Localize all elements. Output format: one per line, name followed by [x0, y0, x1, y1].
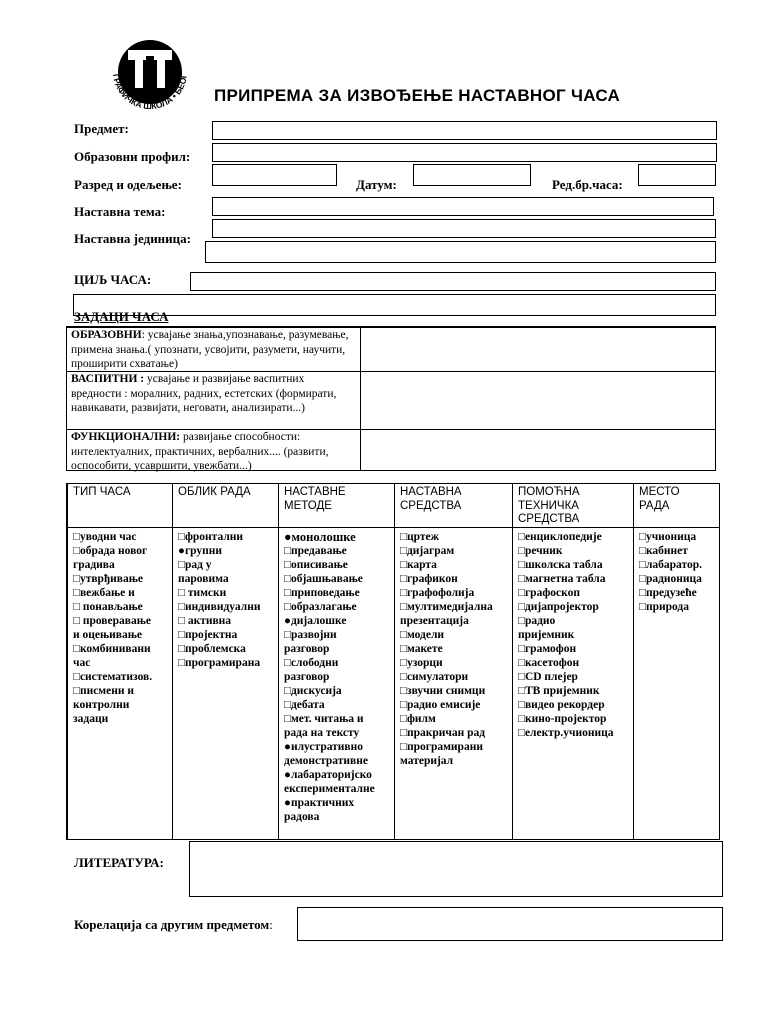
option-item[interactable]: □пројектна	[178, 629, 238, 641]
column-header: ОБЛИК РАДА	[178, 486, 251, 498]
datum-input[interactable]	[413, 164, 531, 186]
option-item[interactable]: □узорци	[400, 657, 443, 669]
option-item: контролни	[73, 699, 130, 711]
column-items	[518, 530, 614, 740]
option-item: градива	[73, 559, 115, 571]
zadaci-row-funkcionalni	[67, 429, 715, 471]
option-item[interactable]: ●монолошке	[284, 530, 356, 544]
option-item[interactable]: □систематизов.	[73, 671, 153, 683]
option-item[interactable]: □индивидуални	[178, 601, 261, 613]
option-item[interactable]: ●практичних	[284, 797, 355, 809]
option-item[interactable]: □грамофон	[518, 643, 577, 655]
column-header: НАСТАВНЕ МЕТОДЕ	[284, 486, 346, 512]
column-header: ТИП ЧАСА	[73, 486, 131, 498]
label-tema: Наставна тема:	[74, 204, 166, 219]
cilj-input-1[interactable]	[190, 272, 716, 291]
label-razred: Разред и одељење:	[74, 177, 182, 192]
zadaci-text	[71, 328, 357, 372]
option-item[interactable]: □енциклопедије	[518, 531, 602, 543]
option-item[interactable]: ●дијалошке	[284, 615, 347, 627]
option-item[interactable]: □CD плејер	[518, 671, 578, 683]
column-nastavna-sredstva	[394, 484, 512, 839]
zadaci-desc: развијање способности: интелектуалних, практичних, вербалних.... (развити, оспособити, усавршити, увежбати...)	[71, 431, 329, 472]
option-item[interactable]: □пракричан рад	[400, 727, 486, 739]
option-item[interactable]: □предузеће	[639, 587, 697, 599]
option-item[interactable]: □проблемска	[178, 643, 246, 655]
zadaci-desc: : усвајање знања,упознавање, разумевање, примена знања.( упознати, усвојити, разумети, научити, проширити схватање)	[71, 329, 349, 370]
option-item[interactable]: □радионица	[639, 573, 702, 585]
option-item[interactable]: □радио емисије	[400, 699, 481, 711]
option-item[interactable]: □комбинивани	[73, 643, 151, 655]
zadaci-desc: усвајање и развијање васпитних вредности : моралних, радних, естетских (формирати, навикавати, развијати, неговати, анализирати...)	[71, 373, 337, 414]
label-predmet: Предмет:	[74, 121, 129, 136]
option-item[interactable]: ●групни	[178, 545, 223, 557]
tema-input[interactable]	[212, 197, 714, 216]
option-item: експерименталне	[284, 783, 375, 795]
option-item[interactable]: □графоскоп	[518, 587, 580, 599]
option-item[interactable]: □макете	[400, 643, 443, 655]
option-item[interactable]: □описивање	[284, 559, 348, 571]
option-item: разговор	[284, 671, 330, 683]
jedinica-input-1[interactable]	[212, 219, 716, 238]
option-item: задаци	[73, 713, 109, 725]
page-title: ПРИПРЕМА ЗА ИЗВОЂЕЊЕ НАСТАВНОГ ЧАСА	[214, 86, 621, 105]
option-item[interactable]: □писмени и	[73, 685, 134, 697]
option-item[interactable]: □касетофон	[518, 657, 580, 669]
option-item[interactable]: □модели	[400, 629, 445, 641]
label-literatura: ЛИТЕРАТУРА:	[74, 855, 164, 870]
column-header: НАСТАВНА СРЕДСТВА	[400, 486, 462, 512]
option-item[interactable]: □цртеж	[400, 531, 439, 543]
option-item[interactable]: □видео рекордер	[518, 699, 605, 711]
option-item[interactable]: □дијаграм	[400, 545, 455, 557]
zadaci-text	[71, 372, 357, 416]
label-profil: Образовни профил:	[74, 149, 191, 164]
option-item: пријемник	[518, 629, 575, 641]
option-item[interactable]: □мет. читања и	[284, 713, 364, 725]
column-tehnicka-sredstva	[512, 484, 633, 839]
option-item[interactable]: □рад у	[178, 559, 212, 571]
logo-ring-text: ГРАФИЧКА ШКОЛА • БЕОГ	[111, 72, 190, 112]
option-item[interactable]: □фронтални	[178, 531, 244, 543]
label-jedinica: Наставна јединица:	[74, 231, 191, 246]
zadaci-bold: ВАСПИТНИ :	[71, 373, 145, 385]
option-item[interactable]: □предавање	[284, 545, 347, 557]
option-item[interactable]: □ проверавање	[73, 615, 151, 627]
option-item[interactable]: □речник	[518, 545, 563, 557]
option-item[interactable]: □карта	[400, 559, 437, 571]
option-item[interactable]: □мултимедијална	[400, 601, 493, 613]
option-item[interactable]: □лабаратор.	[639, 559, 703, 571]
option-item[interactable]: □природа	[639, 601, 689, 613]
zadaci-row-vaspitni	[67, 371, 715, 429]
option-item[interactable]: □програмирана	[178, 657, 261, 669]
option-item[interactable]: □дебата	[284, 699, 325, 711]
option-item: радова	[284, 811, 320, 823]
option-item[interactable]: □програмирани	[400, 741, 483, 753]
column-header: ПОМОЋНА ТЕХНИЧКА СРЕДСТВА	[518, 486, 580, 525]
option-item[interactable]: ●илустративно	[284, 741, 364, 753]
column-header: МЕСТО РАДА	[639, 486, 680, 512]
option-item: демонстративне	[284, 755, 368, 767]
korelacija-text: Корелација са другим предметом	[74, 917, 270, 932]
option-item[interactable]: □приповедање	[284, 587, 360, 599]
column-items	[73, 530, 152, 726]
option-item: паровима	[178, 573, 229, 585]
option-item[interactable]: □уводни час	[73, 531, 137, 543]
zadaci-table	[66, 326, 716, 471]
label-cilj: ЦИЉ ЧАСА:	[74, 272, 152, 287]
option-item: и оцењивање	[73, 629, 142, 641]
option-item[interactable]: ●лабараторијско	[284, 769, 372, 781]
option-item[interactable]: □графофолија	[400, 587, 475, 599]
zadaci-bold: ФУНКЦИОНАЛНИ:	[71, 431, 181, 443]
label-korelacija: Корелација са другим предметом:	[74, 917, 273, 932]
option-item[interactable]: □филм	[400, 713, 436, 725]
option-item[interactable]: □симулатори	[400, 671, 469, 683]
lesson-table	[66, 483, 720, 840]
profil-input[interactable]	[212, 143, 717, 162]
zadaci-heading: ЗАДАЦИ ЧАСА	[74, 309, 169, 324]
option-item[interactable]: □вежбање и	[73, 587, 135, 599]
predmet-input[interactable]	[212, 121, 717, 140]
razred-input[interactable]	[212, 164, 337, 186]
option-item[interactable]: □кабинет	[639, 545, 688, 557]
label-redbr: Ред.бр.часа:	[552, 177, 623, 192]
option-item[interactable]: □ понављање	[73, 601, 143, 613]
option-item[interactable]: □кино-пројектор	[518, 713, 607, 725]
column-nastavne-metode	[278, 484, 394, 839]
korelacija-input[interactable]	[297, 907, 723, 941]
column-items	[178, 530, 260, 670]
option-item[interactable]: □обрада новог	[73, 545, 148, 557]
option-item[interactable]: □електр.учионица	[518, 727, 614, 739]
option-item[interactable]: □ тимски	[178, 587, 227, 599]
zadaci-bold: ОБРАЗОВНИ	[71, 329, 142, 341]
option-item[interactable]: □магнетна табла	[518, 573, 606, 585]
option-item: разговор	[284, 643, 330, 655]
option-item[interactable]: □утврђивање	[73, 573, 143, 585]
option-item[interactable]: □објашњавање	[284, 573, 363, 585]
option-item[interactable]: □радио	[518, 615, 556, 627]
option-item[interactable]: □дискусија	[284, 685, 342, 697]
column-items	[639, 530, 702, 614]
option-item[interactable]: □школска табла	[518, 559, 603, 571]
option-item[interactable]: □слободни	[284, 657, 339, 669]
literatura-input[interactable]	[189, 841, 723, 897]
zadaci-text	[71, 430, 357, 474]
column-items	[400, 530, 493, 768]
jedinica-input-2[interactable]	[205, 241, 716, 263]
option-item: час	[73, 657, 91, 669]
redbr-input[interactable]	[638, 164, 716, 186]
label-datum: Датум:	[356, 177, 397, 192]
column-items	[284, 530, 375, 824]
column-oblik-rada	[172, 484, 278, 839]
zadaci-row-obrazovni	[67, 327, 715, 371]
column-tip-casa	[67, 484, 172, 839]
option-item[interactable]: □графикон	[400, 573, 458, 585]
option-item[interactable]: □учионица	[639, 531, 697, 543]
option-item[interactable]: □звучни снимци	[400, 685, 486, 697]
cilj-input-2[interactable]	[73, 294, 716, 316]
option-item[interactable]: □ТВ пријемник	[518, 685, 600, 697]
option-item[interactable]: □развојни	[284, 629, 337, 641]
column-mesto-rada	[633, 484, 719, 839]
option-item: презентација	[400, 615, 469, 627]
option-item[interactable]: □ активна	[178, 615, 232, 627]
option-item: материјал	[400, 755, 454, 767]
option-item: рада на тексту	[284, 727, 360, 739]
option-item[interactable]: □образлагање	[284, 601, 357, 613]
school-logo-icon	[105, 30, 195, 120]
option-item[interactable]: □дијапројектор	[518, 601, 599, 613]
